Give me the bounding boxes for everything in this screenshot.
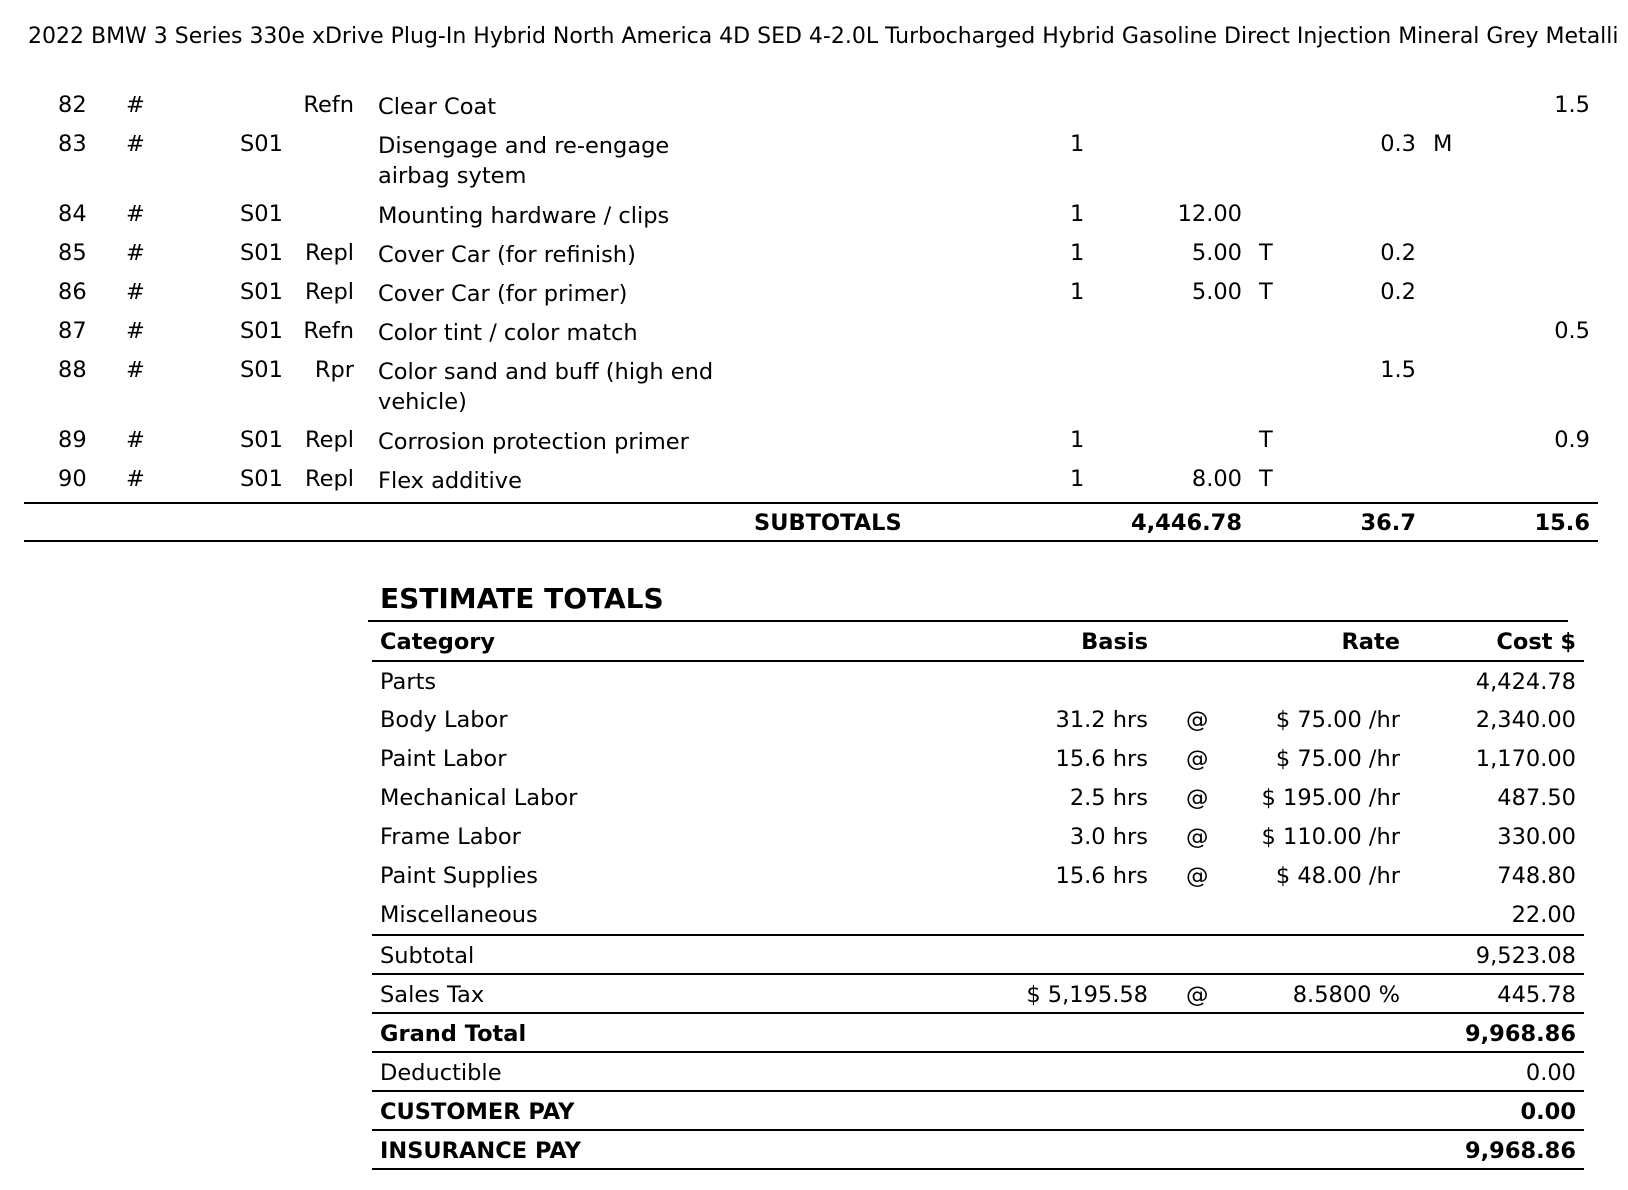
estimate-cost: 4,424.78 bbox=[1475, 669, 1576, 695]
line-seq: S01 bbox=[240, 131, 283, 157]
line-labor: 0.2 bbox=[1380, 240, 1416, 266]
estimate-category: Miscellaneous bbox=[380, 902, 538, 928]
line-number: 82 bbox=[58, 92, 87, 118]
line-tax: T bbox=[1259, 466, 1273, 492]
estimate-category: Deductible bbox=[380, 1060, 502, 1086]
estimate-rate: 8.5800 % bbox=[1292, 982, 1400, 1008]
line-number: 88 bbox=[58, 357, 87, 383]
line-description: Color tint / color match bbox=[378, 320, 638, 346]
line-description: Mounting hardware / clips bbox=[378, 203, 670, 229]
estimate-at: @ bbox=[1186, 707, 1209, 733]
line-mark: # bbox=[126, 131, 145, 157]
line-price: 5.00 bbox=[1191, 240, 1242, 266]
subtotals-paint: 15.6 bbox=[1534, 510, 1590, 536]
line-price: 12.00 bbox=[1177, 201, 1242, 227]
estimate-row-customer-pay bbox=[372, 1090, 1584, 1131]
estimate-category: Parts bbox=[380, 669, 437, 695]
estimate-cost: 1,170.00 bbox=[1475, 746, 1576, 772]
vehicle-description: 2022 BMW 3 Series 330e xDrive Plug-In Hybrid North America 4D SED 4-2.0L Turbocharged Hybrid Gasoline Direct Injection Mineral Grey Metalli bbox=[28, 24, 1619, 49]
line-seq: S01 bbox=[240, 318, 283, 344]
line-labor: 0.2 bbox=[1380, 279, 1416, 305]
estimate-at: @ bbox=[1186, 746, 1209, 772]
estimate-at: @ bbox=[1186, 982, 1209, 1008]
line-mark: # bbox=[126, 318, 145, 344]
line-number: 89 bbox=[58, 427, 87, 453]
estimate-cost: 22.00 bbox=[1511, 902, 1576, 928]
line-mark: # bbox=[126, 466, 145, 492]
estimate-rate: $ 110.00 /hr bbox=[1261, 824, 1400, 850]
estimate-basis: $ 5,195.58 bbox=[1026, 982, 1148, 1008]
estimate-header-row bbox=[372, 622, 1584, 661]
subtotals-row bbox=[0, 510, 1628, 542]
header-basis: Basis bbox=[1081, 629, 1148, 655]
line-number: 86 bbox=[58, 279, 87, 305]
line-operation: Repl bbox=[305, 240, 354, 266]
line-price: 8.00 bbox=[1191, 466, 1242, 492]
header-cost: Cost $ bbox=[1496, 629, 1576, 655]
line-description: Disengage and re-engage airbag sytem bbox=[378, 133, 670, 189]
line-seq: S01 bbox=[240, 427, 283, 453]
estimate-category: Paint Supplies bbox=[380, 863, 539, 889]
line-paint: 1.5 bbox=[1554, 92, 1590, 118]
subtotals-bottom-rule bbox=[24, 540, 1598, 542]
estimate-cost: 0.00 bbox=[1520, 1099, 1576, 1125]
estimate-cost: 0.00 bbox=[1525, 1060, 1576, 1086]
line-qty: 1 bbox=[1070, 279, 1085, 305]
estimate-at: @ bbox=[1186, 863, 1209, 889]
line-operation: Repl bbox=[305, 466, 354, 492]
estimate-basis: 3.0 hrs bbox=[1069, 824, 1148, 850]
line-operation: Repl bbox=[305, 427, 354, 453]
estimate-cost: 9,968.86 bbox=[1464, 1138, 1576, 1164]
estimate-basis: 15.6 hrs bbox=[1055, 863, 1148, 889]
line-seq: S01 bbox=[240, 279, 283, 305]
line-qty: 1 bbox=[1070, 201, 1085, 227]
line-operation: Rpr bbox=[314, 357, 354, 383]
line-paint: 0.5 bbox=[1554, 318, 1590, 344]
estimate-cost: 9,968.86 bbox=[1464, 1021, 1576, 1047]
estimate-category: Paint Labor bbox=[380, 746, 507, 772]
line-mark: # bbox=[126, 357, 145, 383]
estimate-cost: 2,340.00 bbox=[1475, 707, 1576, 733]
line-mark: # bbox=[126, 279, 145, 305]
line-tax: T bbox=[1259, 427, 1273, 453]
line-mark: # bbox=[126, 427, 145, 453]
estimate-row-deductible bbox=[372, 1051, 1584, 1092]
estimate-rate: $ 75.00 /hr bbox=[1275, 707, 1400, 733]
estimate-rate: $ 75.00 /hr bbox=[1275, 746, 1400, 772]
estimate-cost: 330.00 bbox=[1497, 824, 1576, 850]
estimate-row-subtotal bbox=[372, 934, 1584, 975]
estimate-row-miscellaneous bbox=[372, 895, 1584, 934]
estimate-row-parts bbox=[372, 660, 1584, 701]
line-number: 83 bbox=[58, 131, 87, 157]
line-operation: Repl bbox=[305, 279, 354, 305]
header-rate: Rate bbox=[1341, 629, 1400, 655]
estimate-basis: 15.6 hrs bbox=[1055, 746, 1148, 772]
subtotals-top-rule bbox=[24, 502, 1598, 504]
estimate-category: Subtotal bbox=[380, 943, 475, 969]
subtotals-labor: 36.7 bbox=[1360, 510, 1416, 536]
estimate-at: @ bbox=[1186, 785, 1209, 811]
estimate-row-body-labor bbox=[372, 700, 1584, 739]
estimate-basis: 2.5 hrs bbox=[1069, 785, 1148, 811]
estimate-rate: $ 48.00 /hr bbox=[1275, 863, 1400, 889]
line-description: Clear Coat bbox=[378, 94, 497, 120]
line-mark: # bbox=[126, 240, 145, 266]
estimate-cost: 9,523.08 bbox=[1475, 943, 1576, 969]
estimate-row-insurance-pay bbox=[372, 1129, 1584, 1170]
line-price: 5.00 bbox=[1191, 279, 1242, 305]
estimate-rate: $ 195.00 /hr bbox=[1261, 785, 1400, 811]
line-seq: S01 bbox=[240, 201, 283, 227]
line-qty: 1 bbox=[1070, 427, 1085, 453]
line-number: 85 bbox=[58, 240, 87, 266]
line-operation: Refn bbox=[303, 318, 354, 344]
estimate-category: INSURANCE PAY bbox=[380, 1138, 581, 1164]
line-mark: # bbox=[126, 92, 145, 118]
line-labor: 1.5 bbox=[1380, 357, 1416, 383]
estimate-row-sales-tax bbox=[372, 973, 1584, 1014]
estimate-category: Sales Tax bbox=[380, 982, 485, 1008]
line-seq: S01 bbox=[240, 466, 283, 492]
line-description: Cover Car (for refinish) bbox=[378, 242, 636, 268]
estimate-row-paint-supplies bbox=[372, 856, 1584, 895]
subtotals-price: 4,446.78 bbox=[1130, 510, 1242, 536]
estimate-totals-title: ESTIMATE TOTALS bbox=[380, 582, 664, 615]
estimate-row-frame-labor bbox=[372, 817, 1584, 856]
header-category: Category bbox=[380, 629, 496, 655]
line-mark: # bbox=[126, 201, 145, 227]
line-description: Corrosion protection primer bbox=[378, 429, 689, 455]
line-labor-type: M bbox=[1433, 131, 1453, 157]
line-qty: 1 bbox=[1070, 131, 1085, 157]
estimate-cost: 748.80 bbox=[1497, 863, 1576, 889]
estimate-cost: 487.50 bbox=[1497, 785, 1576, 811]
estimate-category: Body Labor bbox=[380, 707, 508, 733]
estimate-row-grand-total bbox=[372, 1012, 1584, 1053]
estimate-at: @ bbox=[1186, 824, 1209, 850]
estimate-row-mechanical-labor bbox=[372, 778, 1584, 817]
estimate-row-paint-labor bbox=[372, 739, 1584, 778]
line-qty: 1 bbox=[1070, 466, 1085, 492]
line-description: Color sand and buff (high end vehicle) bbox=[378, 359, 714, 415]
estimate-category: Grand Total bbox=[380, 1021, 527, 1047]
line-seq: S01 bbox=[240, 357, 283, 383]
line-tax: T bbox=[1259, 279, 1273, 305]
line-number: 90 bbox=[58, 466, 87, 492]
line-operation: Refn bbox=[303, 92, 354, 118]
estimate-category: CUSTOMER PAY bbox=[380, 1099, 575, 1125]
line-number: 84 bbox=[58, 201, 87, 227]
line-number: 87 bbox=[58, 318, 87, 344]
line-qty: 1 bbox=[1070, 240, 1085, 266]
estimate-bottom-rule bbox=[372, 1168, 1584, 1170]
line-description: Flex additive bbox=[378, 468, 522, 494]
estimate-category: Frame Labor bbox=[380, 824, 521, 850]
estimate-cost: 445.78 bbox=[1497, 982, 1576, 1008]
line-paint: 0.9 bbox=[1554, 427, 1590, 453]
line-seq: S01 bbox=[240, 240, 283, 266]
subtotals-label: SUBTOTALS bbox=[754, 510, 902, 536]
line-tax: T bbox=[1259, 240, 1273, 266]
estimate-basis: 31.2 hrs bbox=[1055, 707, 1148, 733]
line-description: Cover Car (for primer) bbox=[378, 281, 628, 307]
line-labor: 0.3 bbox=[1380, 131, 1416, 157]
estimate-category: Mechanical Labor bbox=[380, 785, 578, 811]
